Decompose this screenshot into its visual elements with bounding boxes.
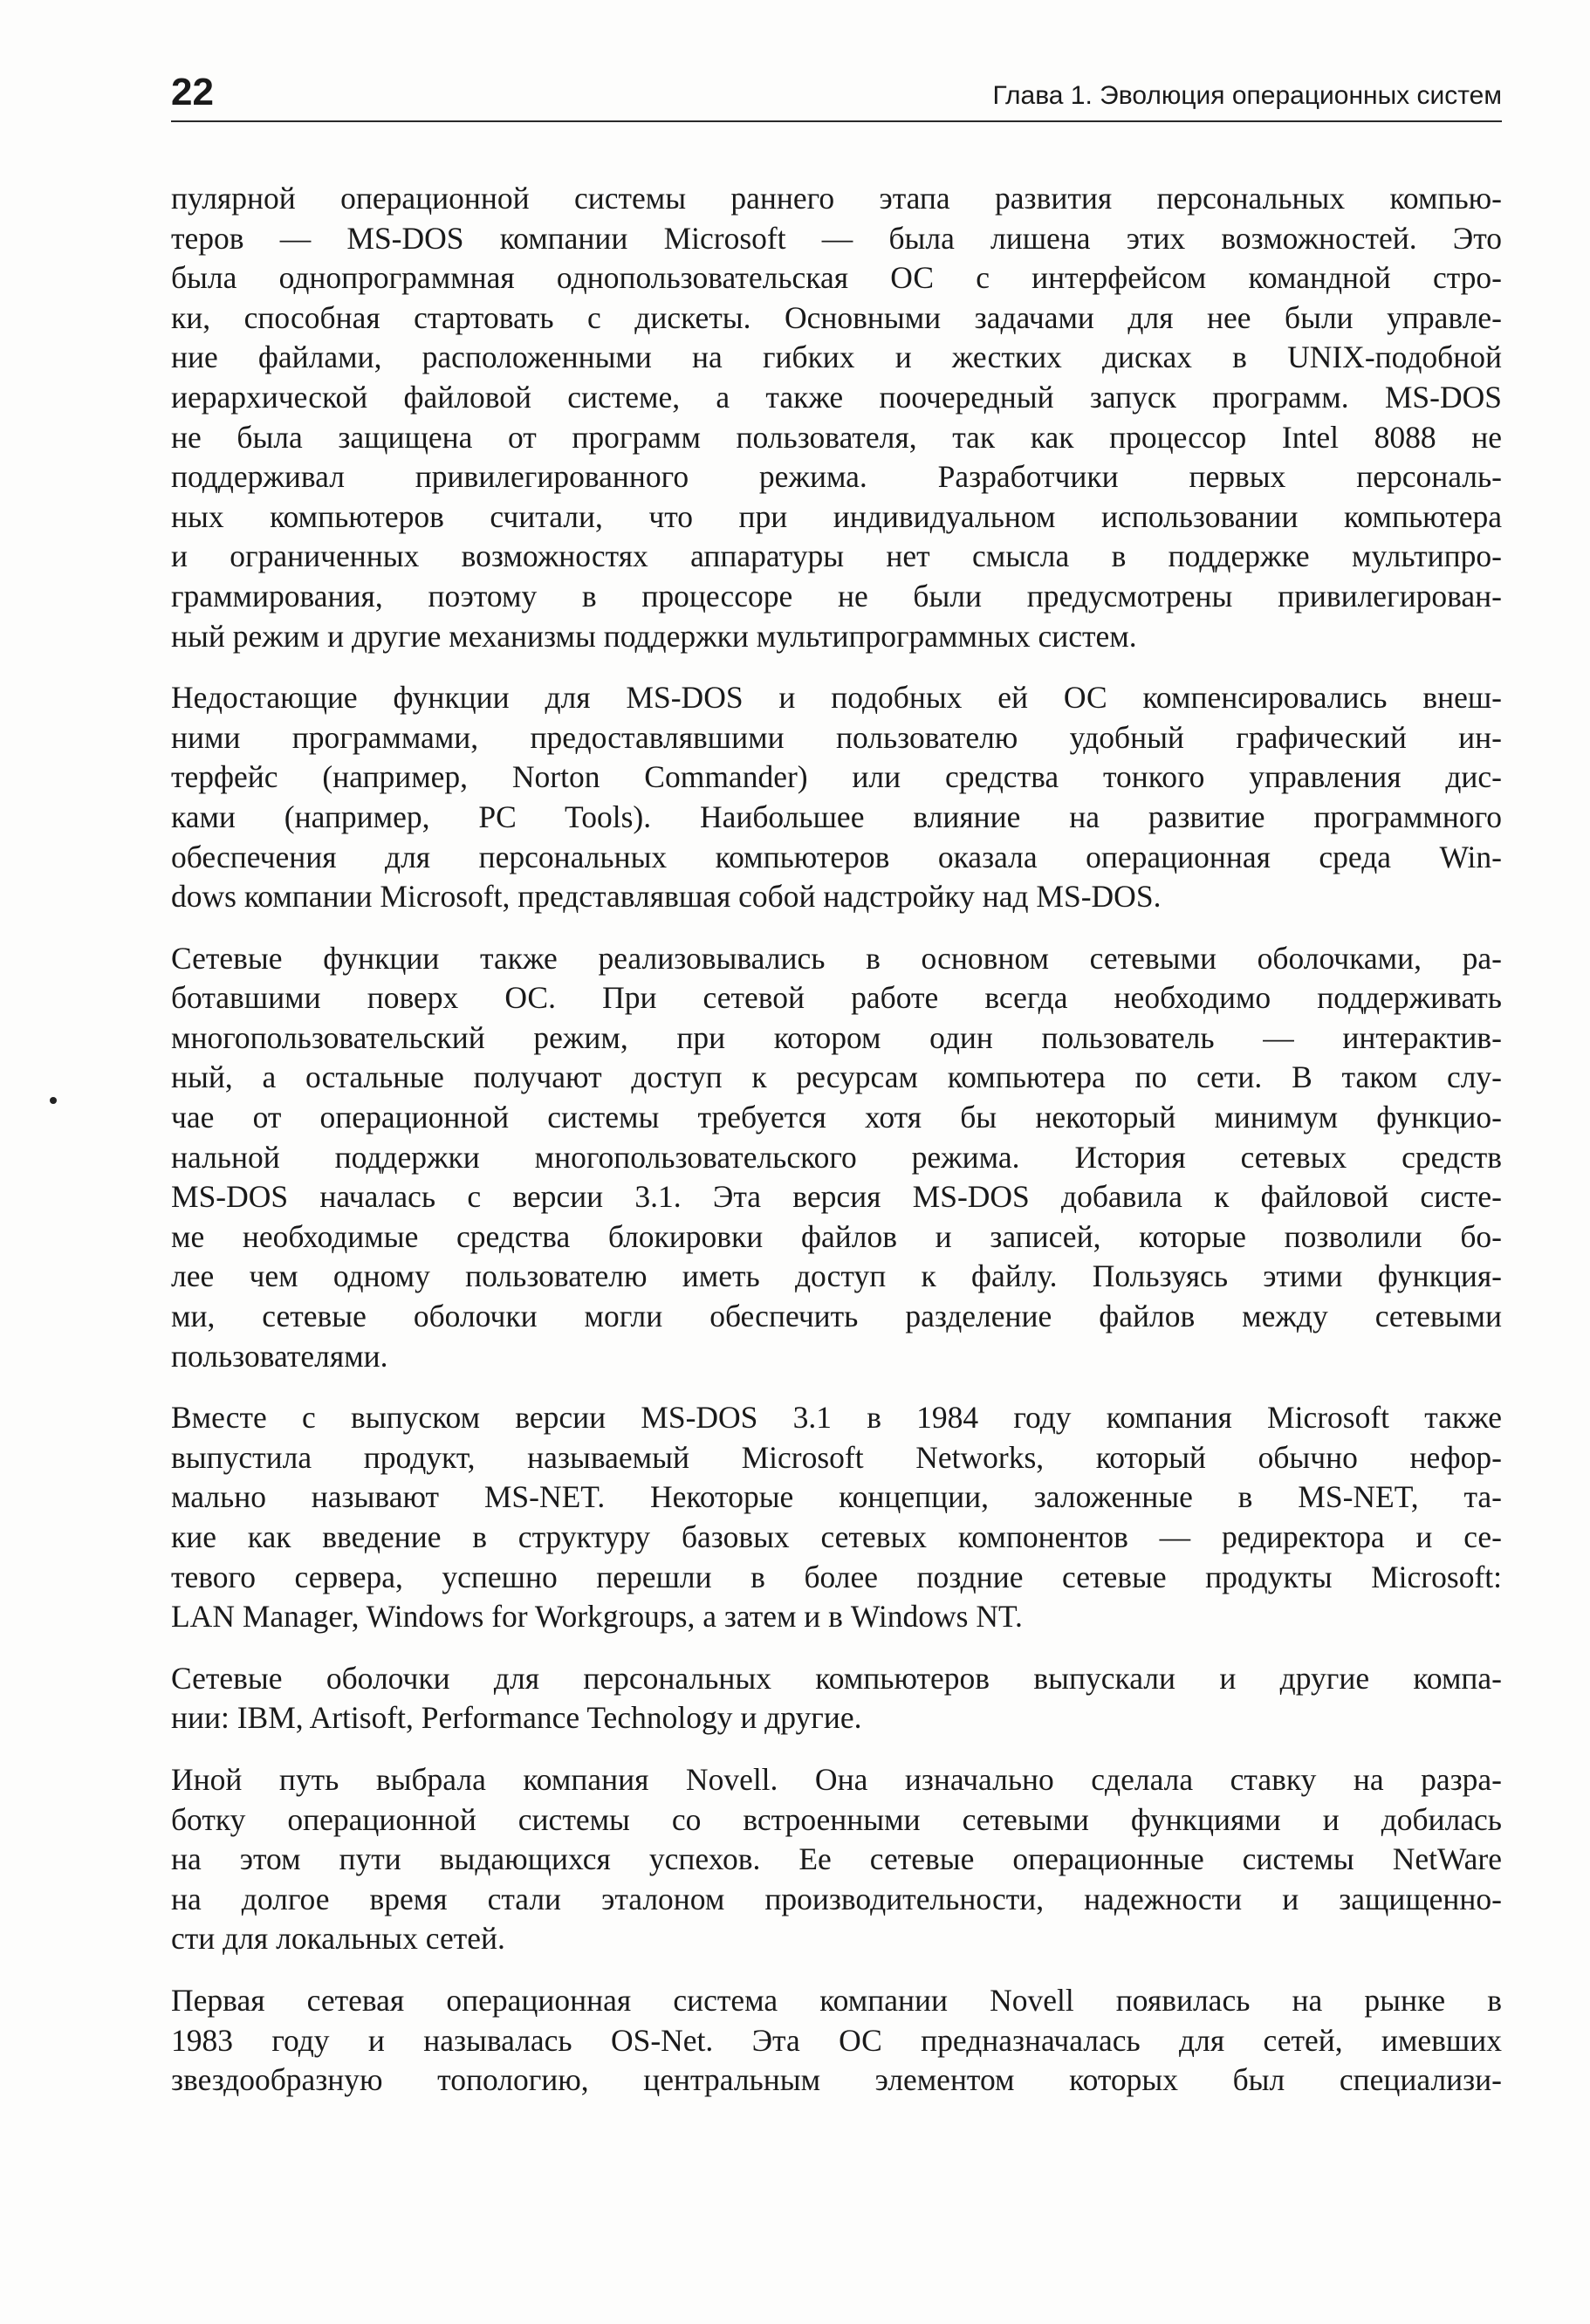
header-divider (171, 120, 1502, 122)
body-text (171, 179, 1502, 2122)
text-line: Первая сетевая операционная система компании Novell появилась на рынке в (171, 1982, 1502, 2018)
text-line: выпустила продукт, называемый Microsoft Networks, который обычно нефор- (171, 1439, 1502, 1475)
paragraph (171, 1659, 1502, 1738)
text-line: ный, а остальные получают доступ к ресурсам компьютера по сети. В таком слу- (171, 1059, 1502, 1095)
page-number: 22 (171, 71, 214, 113)
text-line: Сетевые функции также реализовывались в основном сетевыми оболочками, ра- (171, 940, 1502, 976)
page-header (171, 70, 1502, 124)
text-line: Иной путь выбрала компания Novell. Она изначально сделала ставку на разра- (171, 1761, 1502, 1797)
text-line: пулярной операционной системы раннего этапа развития персональных компью- (171, 181, 1502, 216)
text-line: нальной поддержки многопользовательского режима. История сетевых средств (171, 1139, 1502, 1175)
text-line: и ограниченных возможностях аппаратуры нет смысла в поддержке мультипро- (171, 538, 1502, 574)
text-line: мально называют MS-NET. Некоторые концепции, заложенные в MS-NET, та- (171, 1479, 1502, 1515)
text-line: теров — MS-DOS компании Microsoft — была лишена этих возможностей. Это (171, 220, 1502, 256)
text-line: на долгое время стали эталоном производительности, надежности и защищенно- (171, 1881, 1502, 1916)
text-line: ботку операционной системы со встроенными сетевыми функциями и добилась (171, 1801, 1502, 1837)
text-line: ме необходимые средства блокировки файлов и записей, которые позволили бо- (171, 1218, 1502, 1254)
text-line: ками (например, PC Tools). Наибольшее влияние на развитие программного (171, 799, 1502, 834)
text-line: MS-DOS началась с версии 3.1. Эта версия MS-DOS добавила к файловой систе- (171, 1179, 1502, 1215)
paragraph (171, 179, 1502, 656)
text-line: 1983 году и называлась OS-Net. Эта ОС предназначалась для сетей, имевших (171, 2022, 1502, 2058)
text-line: ный режим и другие механизмы поддержки мультипрограммных систем. (171, 618, 1137, 654)
text-line: обеспечения для персональных компьютеров оказала операционная среда Win- (171, 839, 1502, 874)
text-line: была однопрограммная однопользовательская ОС с интерфейсом командной стро- (171, 260, 1502, 296)
text-line: ки, способная стартовать с дискеты. Основными задачами для нее были управле- (171, 299, 1502, 335)
paragraph (171, 939, 1502, 1377)
text-line: терфейс (например, Norton Commander) или средства тонкого управления дис- (171, 759, 1502, 795)
text-line: чае от операционной системы требуется хотя бы некоторый минимум функцио- (171, 1100, 1502, 1135)
text-line: на этом пути выдающихся успехов. Ее сетевые операционные системы NetWare (171, 1841, 1502, 1877)
text-line: пользователями. (171, 1338, 388, 1374)
text-line: Вместе с выпуском версии MS-DOS 3.1 в 1984 году компания Microsoft также (171, 1400, 1502, 1436)
text-line: LAN Manager, Windows for Workgroups, а затем и в Windows NT. (171, 1599, 1023, 1635)
text-line: лее чем одному пользователю иметь доступ к файлу. Пользуясь этими функция- (171, 1258, 1502, 1294)
text-line: нии: IBM, Artisoft, Performance Technology и другие. (171, 1700, 862, 1736)
text-line: ботавшими поверх ОС. При сетевой работе всегда необходимо поддерживать (171, 980, 1502, 1016)
running-title: Глава 1. Эволюция операционных систем (992, 81, 1502, 110)
text-line: поддерживал привилегированного режима. Разработчики первых персональ- (171, 459, 1502, 495)
text-line: иерархической файловой системе, а также поочередный запуск программ. MS-DOS (171, 379, 1502, 415)
text-line: сти для локальных сетей. (171, 1921, 505, 1957)
text-line: граммирования, поэтому в процессоре не были предусмотрены привилегирован- (171, 578, 1502, 614)
text-line: многопользовательский режим, при котором один пользователь — интерактив- (171, 1019, 1502, 1055)
text-line: кие как введение в структуру базовых сетевых компонентов — редиректора и се- (171, 1519, 1502, 1554)
text-line: ние файлами, расположенными на гибких и жестких дисках в UNIX-подобной (171, 339, 1502, 375)
margin-mark (50, 1097, 57, 1104)
text-line: ними программами, предоставлявшими пользователю удобный графический ин- (171, 719, 1502, 755)
text-line: ных компьютеров считали, что при индивидуальном использовании компьютера (171, 498, 1502, 534)
text-line: Недостающие функции для MS-DOS и подобных ей ОС компенсировались внеш- (171, 680, 1502, 716)
paragraph (171, 1398, 1502, 1637)
text-line: Сетевые оболочки для персональных компьютеров выпускали и другие компа- (171, 1660, 1502, 1696)
text-line: не была защищена от программ пользователя, так как процессор Intel 8088 не (171, 419, 1502, 455)
text-line: тевого сервера, успешно перешли в более поздние сетевые продукты Microsoft: (171, 1559, 1502, 1594)
text-line: ми, сетевые оболочки могли обеспечить разделение файлов между сетевыми (171, 1299, 1502, 1334)
text-line: звездообразную топологию, центральным элементом которых был специализи- (171, 2062, 1502, 2098)
paragraph (171, 1760, 1502, 1959)
paragraph (171, 678, 1502, 917)
paragraph (171, 1981, 1502, 2101)
text-line: dows компании Microsoft, представлявшая собой надстройку над MS-DOS. (171, 879, 1162, 915)
